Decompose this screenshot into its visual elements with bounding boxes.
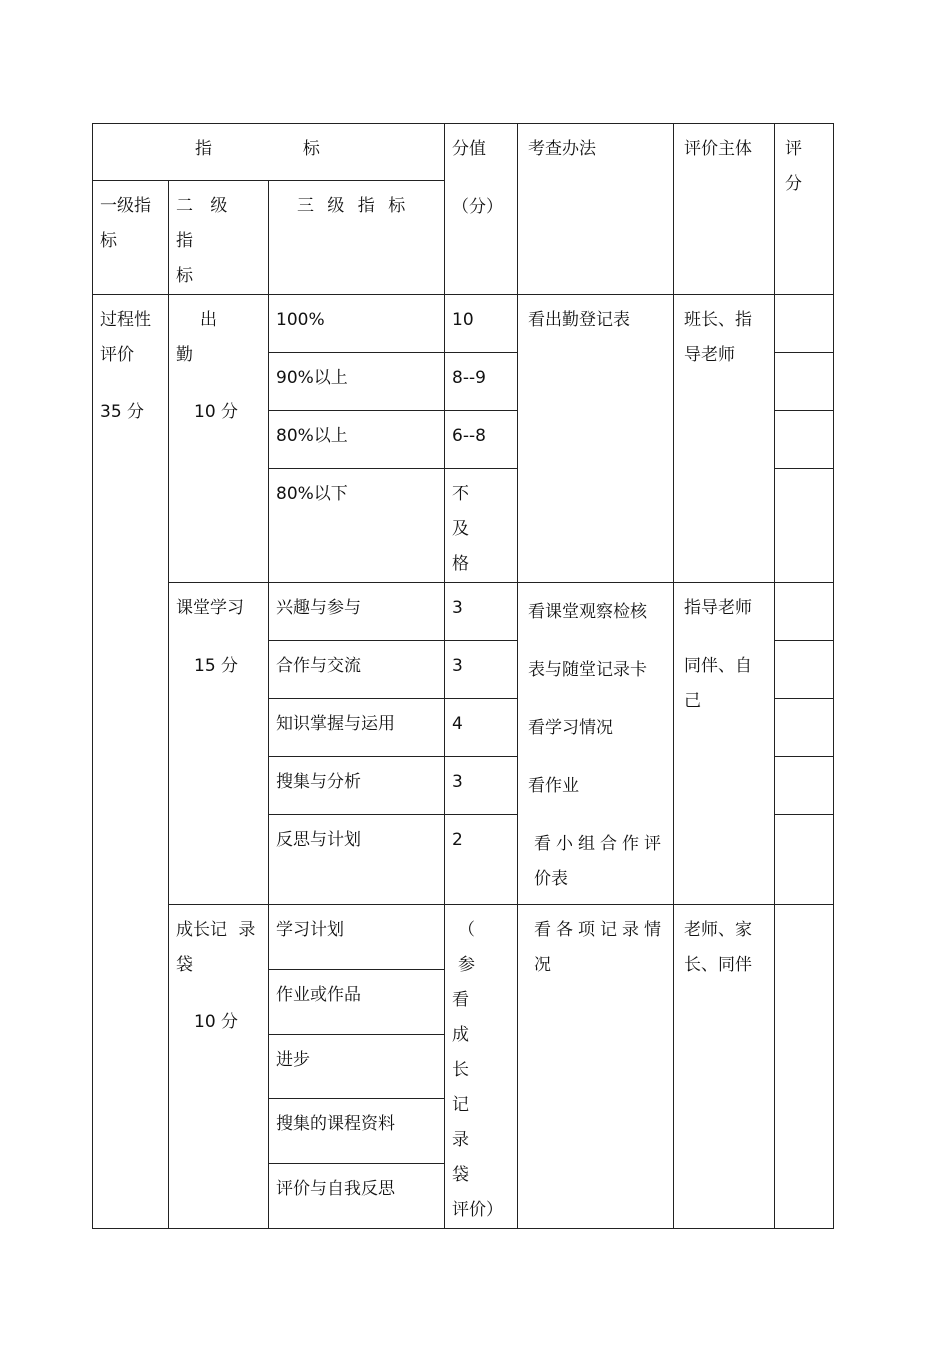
- rating-header-line2: 分: [785, 174, 802, 194]
- method-portfolio-line1: 看各项记录情: [534, 920, 666, 940]
- rating-cell[interactable]: [775, 583, 834, 641]
- item-cell: 搜集的课程资料: [269, 1099, 445, 1164]
- indicator-header-right: 标: [302, 139, 320, 159]
- method-portfolio: [518, 905, 674, 1229]
- method-header: 考查办法: [518, 124, 674, 295]
- item-cell: 评价与自我反思: [269, 1164, 445, 1229]
- group-attendance-score: 10 分: [194, 402, 239, 422]
- subject-portfolio-line2: 长、同伴: [684, 955, 752, 975]
- rating-cell[interactable]: [775, 815, 834, 905]
- rating-cell[interactable]: [775, 353, 834, 411]
- group-attendance-name-line1: 出: [200, 310, 217, 330]
- method-classroom-line3: 看学习情况: [528, 718, 613, 738]
- level2-header-line1: 二 级 指: [176, 196, 234, 251]
- rating-cell[interactable]: [775, 469, 834, 583]
- value-line2: 格: [452, 554, 469, 574]
- item-cell: 80%以下: [269, 469, 445, 583]
- item-cell: 反思与计划: [269, 815, 445, 905]
- subject-attendance: [674, 295, 775, 583]
- group-portfolio-name-line2: 袋: [176, 955, 193, 975]
- item-cell: 100%: [269, 295, 445, 353]
- indicator-header-left: 指: [195, 139, 212, 159]
- table-row: [93, 583, 834, 641]
- item-cell: 作业或作品: [269, 969, 445, 1034]
- group-attendance-name-line2: 勤: [176, 345, 193, 365]
- value-cell: 8--9: [445, 353, 518, 411]
- level1-cell: [93, 295, 169, 1229]
- rating-header: [775, 124, 834, 295]
- method-classroom-line2: 表与随堂记录卡: [528, 660, 647, 680]
- subject-classroom-line1: 指导老师: [684, 598, 752, 618]
- level1-score: 35 分: [100, 402, 145, 422]
- subject-classroom: [674, 583, 775, 905]
- header-row-1: [93, 124, 834, 181]
- value-cell: 3: [445, 583, 518, 641]
- method-classroom-line5: 看小组合作评: [534, 834, 666, 854]
- item-cell: 90%以上: [269, 353, 445, 411]
- indicator-header: [93, 124, 445, 181]
- method-classroom-line6: 价表: [534, 869, 568, 889]
- method-portfolio-line2: 况: [534, 955, 551, 975]
- value-line1: 不 及: [452, 484, 469, 539]
- item-cell: 学习计划: [269, 905, 445, 970]
- item-cell: 80%以上: [269, 411, 445, 469]
- value-portfolio-line5: 评价）: [452, 1200, 503, 1220]
- table-row: [93, 295, 834, 353]
- rating-cell[interactable]: [775, 295, 834, 353]
- level3-header: 三 级 指 标: [269, 181, 445, 295]
- group-attendance-cell: [169, 295, 269, 583]
- value-portfolio: [445, 905, 518, 1229]
- group-portfolio-name-line1: 成长记 录: [176, 920, 256, 940]
- method-classroom-line4: 看作业: [528, 776, 579, 796]
- score-unit-label: （分）: [452, 197, 503, 217]
- rating-header-line1: 评: [785, 139, 802, 159]
- value-portfolio-line3: 长 记: [452, 1060, 469, 1115]
- value-portfolio-line4: 录 袋: [452, 1130, 469, 1185]
- subject-portfolio-line1: 老师、家: [684, 920, 752, 940]
- level1-header-line2: 标: [100, 231, 117, 251]
- score-value-header: [445, 124, 518, 295]
- subject-attendance-line1: 班长、指: [684, 310, 752, 330]
- subject-attendance-line2: 导老师: [684, 345, 735, 365]
- item-cell: 进步: [269, 1034, 445, 1099]
- rating-cell-portfolio[interactable]: [775, 905, 834, 1229]
- subject-classroom-line2: 同伴、自: [684, 656, 752, 676]
- value-cell: 2: [445, 815, 518, 905]
- rating-cell[interactable]: [775, 699, 834, 757]
- rating-cell[interactable]: [775, 411, 834, 469]
- value-cell: 10: [445, 295, 518, 353]
- subject-classroom-line3: 己: [684, 691, 701, 711]
- subject-header: 评价主体: [674, 124, 775, 295]
- level1-header-line1: 一级指: [100, 196, 151, 216]
- score-value-label: 分值: [452, 139, 486, 159]
- table-row: [93, 905, 834, 970]
- item-cell: 兴趣与参与: [269, 583, 445, 641]
- value-portfolio-line2: 看 成: [452, 990, 469, 1045]
- value-cell: 3: [445, 641, 518, 699]
- group-portfolio-score: 10 分: [194, 1012, 239, 1032]
- group-classroom-cell: [169, 583, 269, 905]
- level1-name-line1: 过程性: [100, 310, 151, 330]
- rating-cell[interactable]: [775, 757, 834, 815]
- group-portfolio-cell: [169, 905, 269, 1229]
- value-cell: 6--8: [445, 411, 518, 469]
- group-classroom-name: 课堂学习: [176, 598, 244, 618]
- value-cell: 4: [445, 699, 518, 757]
- item-cell: 搜集与分析: [269, 757, 445, 815]
- method-classroom-line1: 看课堂观察检核: [528, 602, 647, 622]
- level1-name-line2: 评价: [100, 345, 134, 365]
- rating-cell[interactable]: [775, 641, 834, 699]
- level2-header: [169, 181, 269, 295]
- value-cell: [445, 469, 518, 583]
- item-cell: 合作与交流: [269, 641, 445, 699]
- method-attendance: 看出勤登记表: [518, 295, 674, 583]
- item-cell: 知识掌握与运用: [269, 699, 445, 757]
- group-classroom-score: 15 分: [194, 656, 239, 676]
- level1-header: [93, 181, 169, 295]
- value-cell: 3: [445, 757, 518, 815]
- method-classroom: [518, 583, 674, 905]
- subject-portfolio: [674, 905, 775, 1229]
- level2-header-line2: 标: [176, 266, 193, 286]
- value-portfolio-line1: （ 参: [458, 920, 475, 975]
- evaluation-table: [92, 123, 834, 1229]
